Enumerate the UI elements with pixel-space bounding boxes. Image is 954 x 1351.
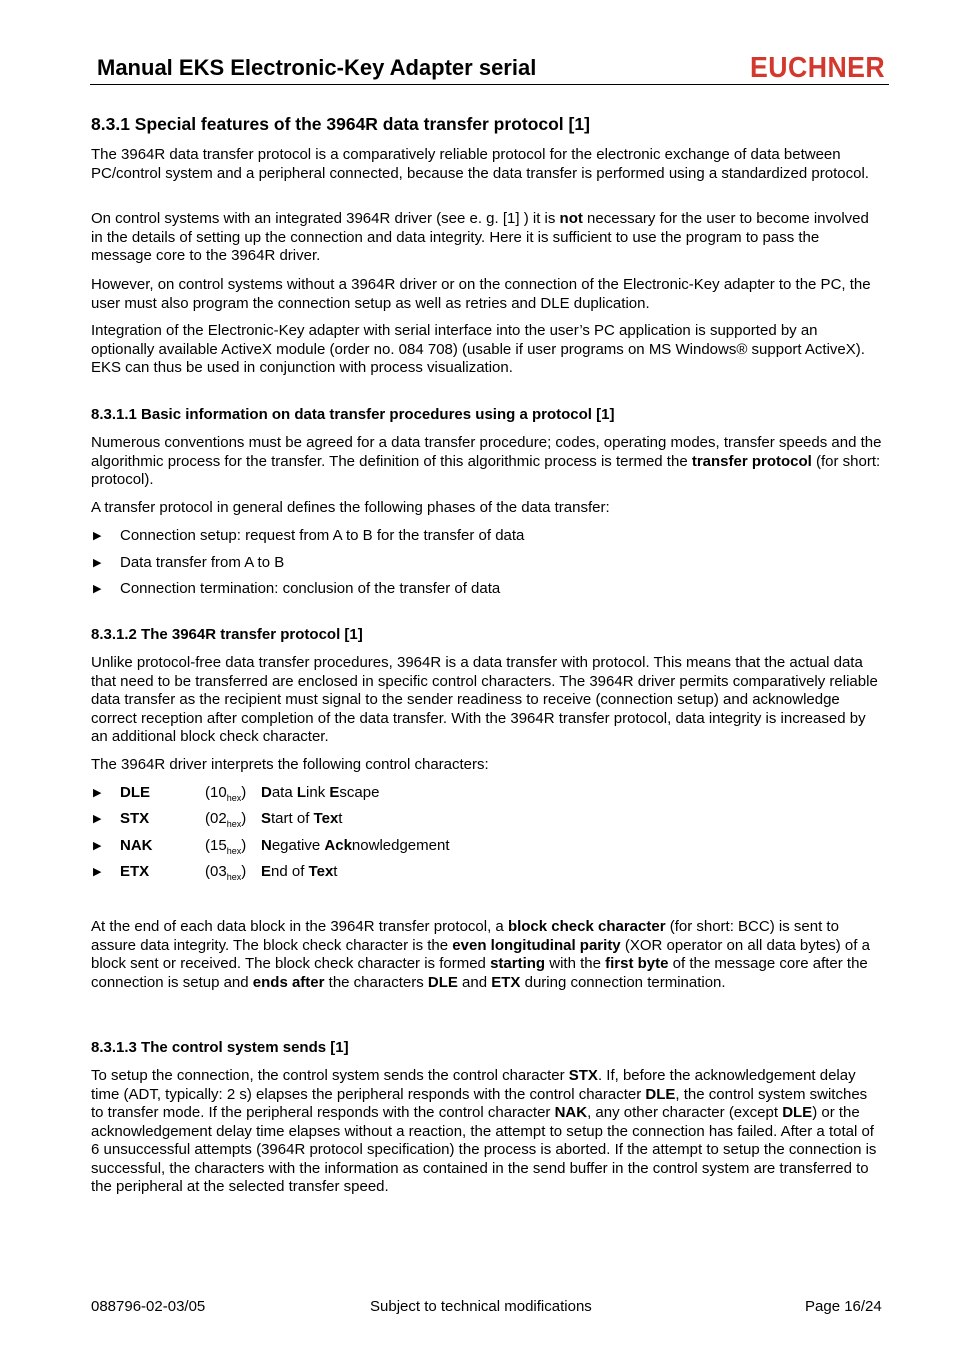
document-title: Manual EKS Electronic-Key Adapter serial <box>97 55 537 80</box>
subsection-1-paragraph-2: A transfer protocol in general defines the following phases of the data transfer: <box>91 499 610 516</box>
footer-note: Subject to technical modifications <box>370 1298 592 1315</box>
section-paragraph-1: The 3964R data transfer protocol is a comparatively reliable protocol for the electronic exchange of data between PC/control system and a peripheral connected, because the data transfer is performed using a standardized protocol. <box>91 146 869 182</box>
subsection-3-heading: 8.3.1.3 The control system sends [1] <box>91 1039 349 1056</box>
subsection-2-heading: 8.3.1.2 The 3964R transfer protocol [1] <box>91 626 363 643</box>
triangle-bullet-icon: ▶ <box>93 840 102 852</box>
subsection-3-paragraph-1: To setup the connection, the control system sends the control character STX. If, before the acknowledgement delay time (ADT, typically: 2 s) elapses the peripheral responds with the control character DLE, the control system switches to transfer mode. If the peripheral responds with the control character NAK, any other character (except DLE) or the acknowledgement delay time elapses without a reaction, the attempt to setup the connection has failed. After a total of 6 unsuccessful attempts (3964R protocol specification) the process is aborted. If the attempt to setup the connection is successful, the characters with the information as contained in the send buffer in the control system are transferred to the peripheral at the selected transfer speed. <box>91 1067 877 1195</box>
footer-document-number: 088796-02-03/05 <box>91 1298 206 1315</box>
section-paragraph-3: However, on control systems without a 3964R driver or on the connection of the Electronic-Key adapter to the PC, the user must also program the connection setup as well as retries and DLE duplication. <box>91 276 871 312</box>
subsection-2-paragraph-1: Unlike protocol-free data transfer procedures, 3964R is a data transfer with protocol. This means that the actual data that need to be transferred are enclosed in specific control characters. The 3964R driver permits comparatively reliable data transfer as the recipient must signal to the sender readiness to receive (connection setup) and acknowledge correct reception after completion of the data transfer. With the 3964R transfer protocol, data integrity is increased by an additional block check character. <box>91 654 878 745</box>
triangle-bullet-icon: ▶ <box>93 583 102 595</box>
triangle-bullet-icon: ▶ <box>93 557 102 569</box>
header-rule <box>90 84 889 85</box>
subsection-2-paragraph-2: The 3964R driver interprets the following control characters: <box>91 756 489 773</box>
euchner-logo: EUCHNER <box>750 52 886 84</box>
section-paragraph-4: Integration of the Electronic-Key adapter with serial interface into the user’s PC application is supported by an optionally available ActiveX module (order no. 084 708) (usable if user programs on MS Windows® support ActiveX). EKS can thus be used in conjunction with process visualization. <box>91 322 865 376</box>
triangle-bullet-icon: ▶ <box>93 866 102 878</box>
section-paragraph-2: On control systems with an integrated 3964R driver (see e. g. [1] ) it is not necessary for the user to become involved in the details of setting up the connection and data integrity. Here it is sufficient to use the program to pass the message core to the 3964R driver. <box>91 210 869 264</box>
subsection-2-paragraph-3: At the end of each data block in the 3964R transfer protocol, a block check character (for short: BCC) is sent to assure data integrity. The block check character is the even longitudinal parity (XOR operator on all data bytes) of a block sent or received. The block check character is formed starting with the first byte of the message core after the connection is setup and ends after the characters DLE and ETX during connection termination. <box>91 918 870 991</box>
triangle-bullet-icon: ▶ <box>93 787 102 799</box>
subsection-1-heading: 8.3.1.1 Basic information on data transfer procedures using a protocol [1] <box>91 406 615 423</box>
subsection-1-paragraph-1: Numerous conventions must be agreed for a data transfer procedure; codes, operating modes, transfer speeds and the algorithmic process for the transfer. The definition of this algorithmic process is termed the transfer protocol (for short: protocol). <box>91 434 882 488</box>
footer-page-number: Page 16/24 <box>805 1298 882 1315</box>
triangle-bullet-icon: ▶ <box>93 530 102 542</box>
section-heading: 8.3.1 Special features of the 3964R data transfer protocol [1] <box>91 114 590 134</box>
triangle-bullet-icon: ▶ <box>93 813 102 825</box>
